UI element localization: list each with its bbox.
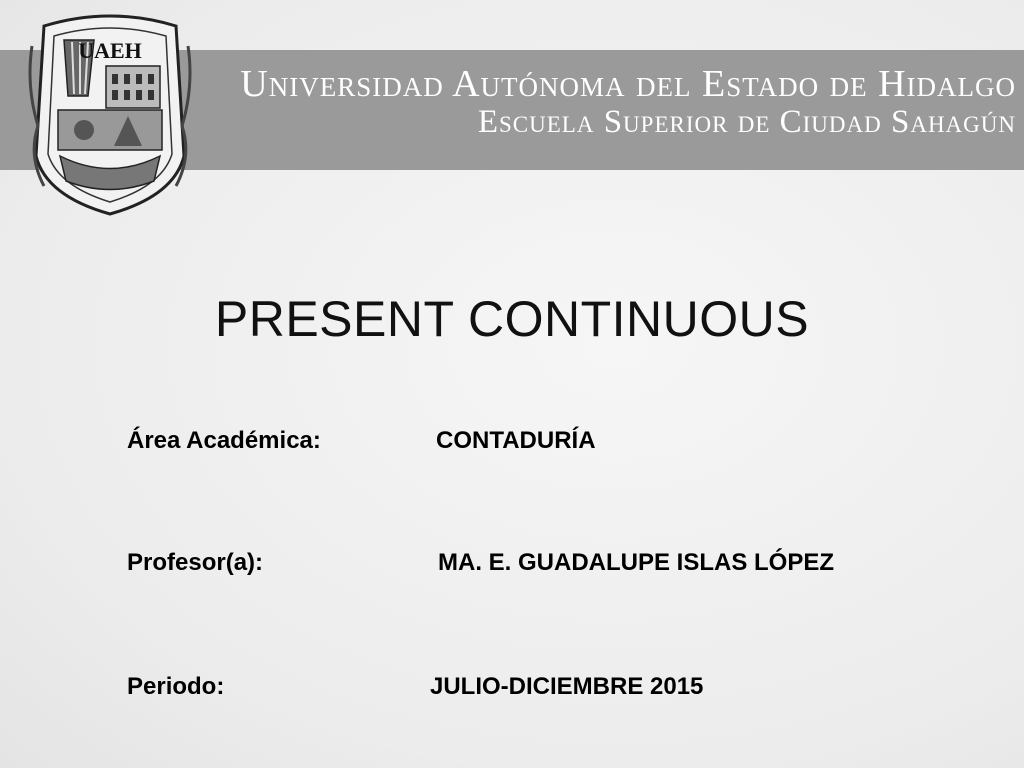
university-name: Universidad Autónoma del Estado de Hidalgo [240, 63, 1016, 105]
info-value: JULIO-DICIEMBRE 2015 [430, 673, 704, 700]
info-label: Área Académica: [127, 427, 321, 454]
page-title: PRESENT CONTINUOUS [214, 291, 810, 347]
info-value: CONTADURÍA [436, 427, 596, 454]
school-name: Escuela Superior de Ciudad Sahagún [477, 104, 1016, 140]
university-seal-icon [24, 6, 196, 216]
info-label: Periodo: [127, 673, 225, 700]
info-label: Profesor(a): [127, 549, 264, 576]
svg-text:UAEH: UAEH [78, 38, 142, 63]
info-value: MA. E. GUADALUPE ISLAS LÓPEZ [438, 549, 835, 576]
